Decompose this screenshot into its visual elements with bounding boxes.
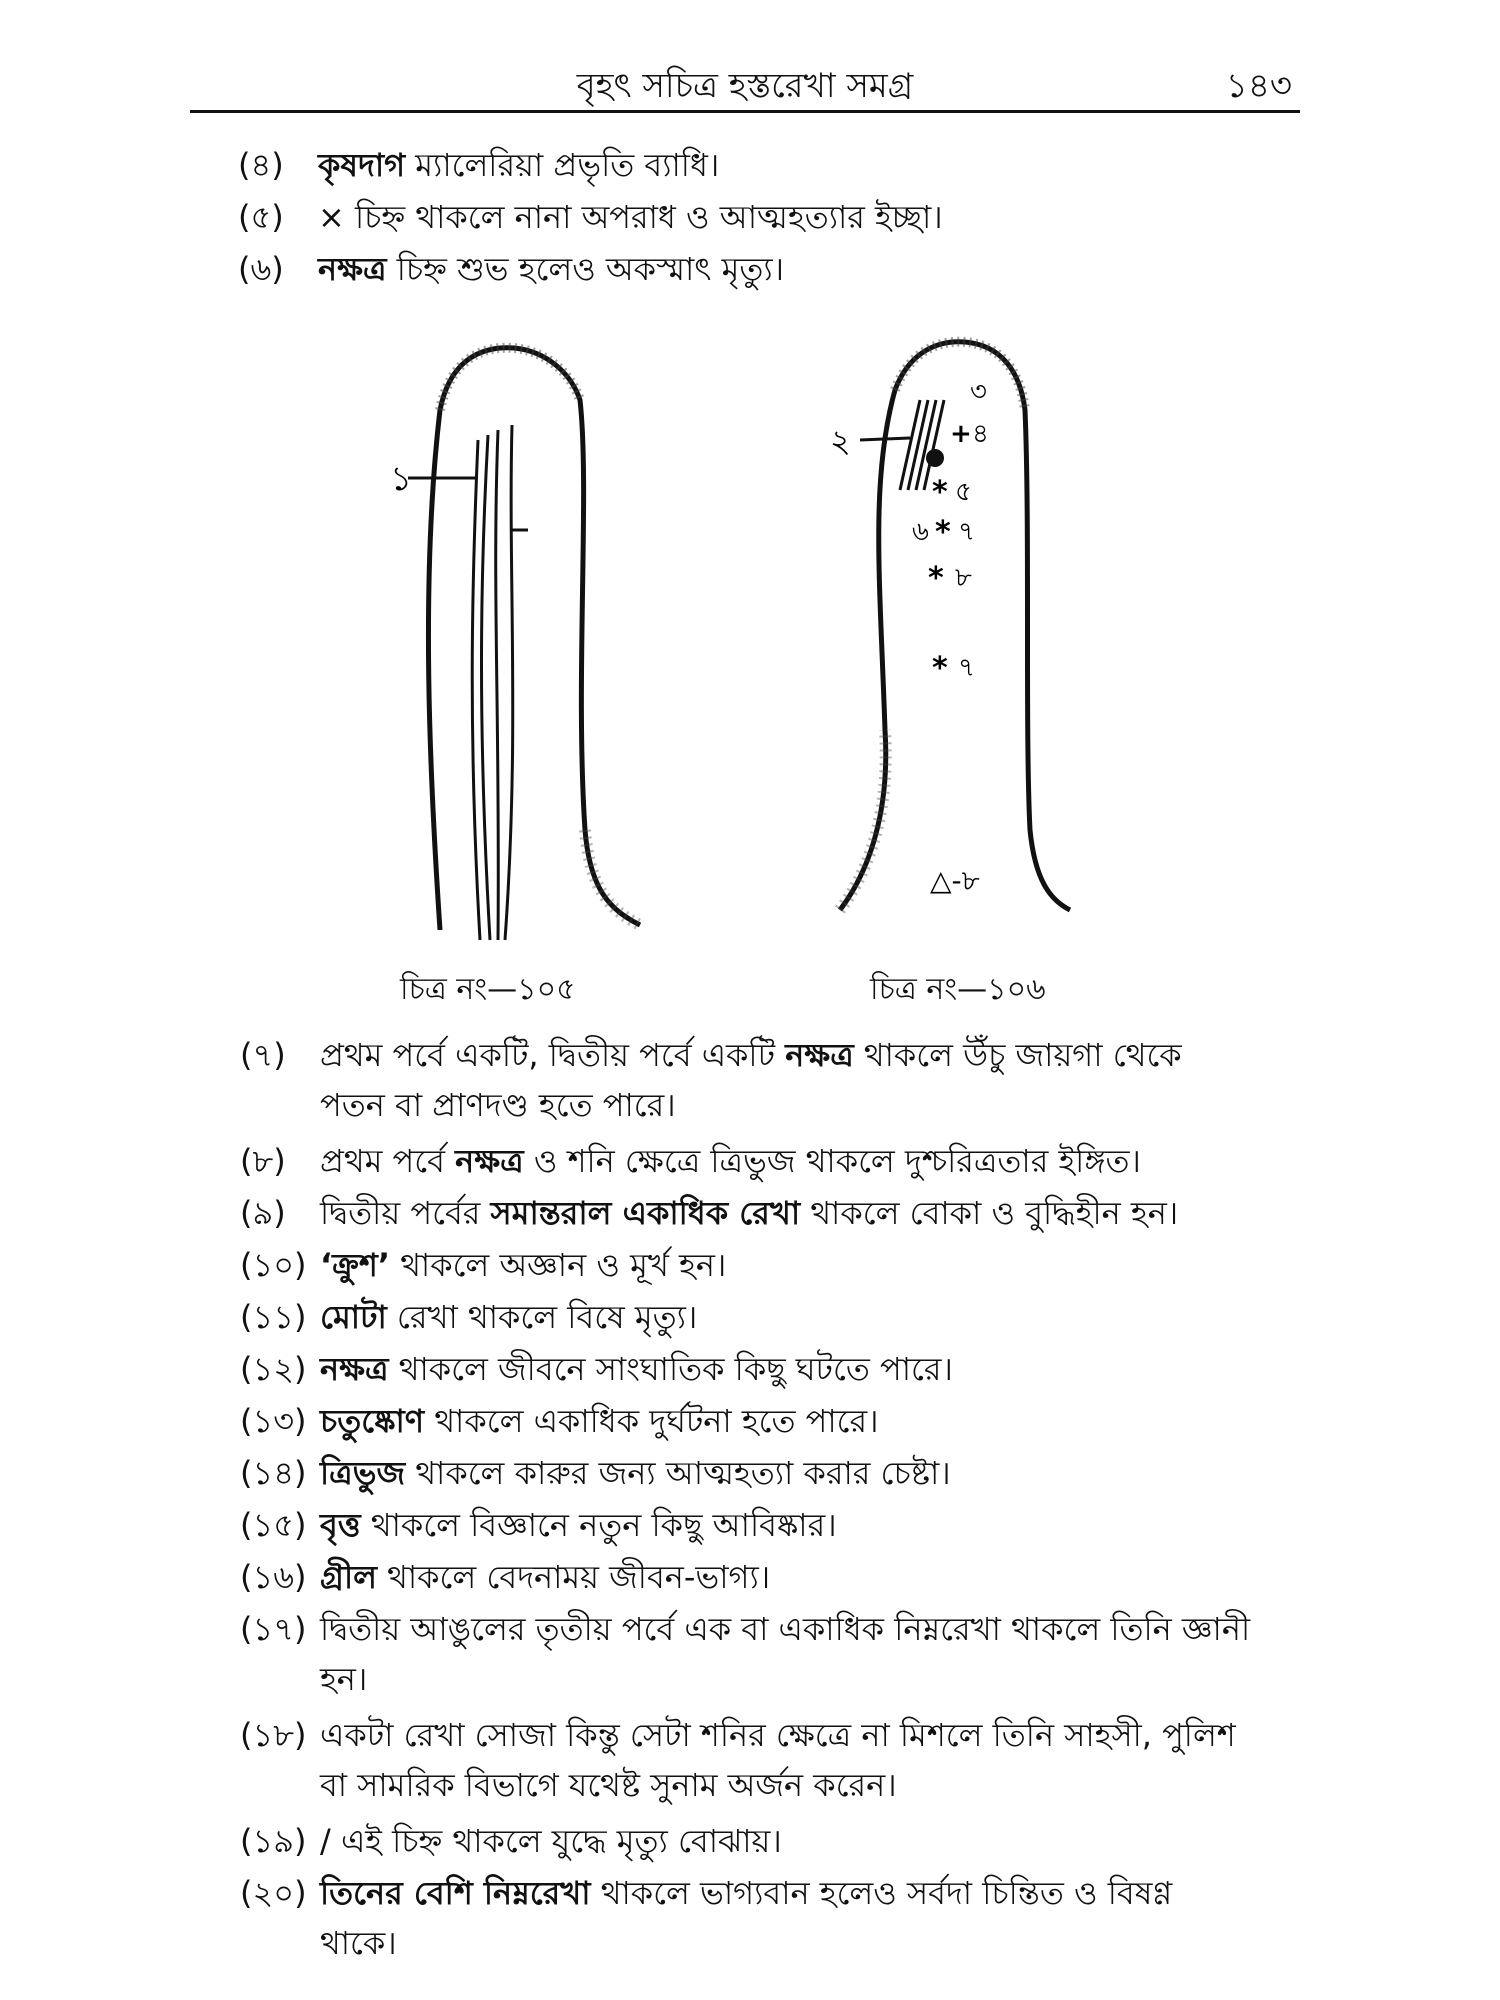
item-text: রেখা থাকলে বিষে মৃত্যু। <box>386 1298 698 1336</box>
list-item <box>240 1240 726 1290</box>
item-number: (৯) <box>240 1194 286 1232</box>
item-number: (১৯) <box>240 1822 307 1860</box>
item-number: (১৪) <box>240 1454 307 1492</box>
list-item <box>240 1030 1182 1130</box>
figure-label: ১ <box>390 459 413 499</box>
item-number: (৪) <box>238 146 284 184</box>
item-keyword: নক্ষত্র <box>785 1036 854 1074</box>
item-text: পতন বা প্রাণদণ্ড হতে পারে। <box>320 1086 676 1124</box>
list-item <box>238 244 784 294</box>
item-keyword: সমান্তরাল একাধিক রেখা <box>490 1194 801 1232</box>
dot-mark <box>926 449 944 467</box>
mark-label: ৮ <box>955 563 972 593</box>
star-mark: * <box>928 561 944 596</box>
item-text: হন। <box>320 1660 368 1698</box>
figure-label: ২ <box>830 422 851 460</box>
finger-shading <box>895 342 1025 410</box>
item-keyword: নক্ষত্র <box>318 250 387 288</box>
mark-label: ৬ <box>912 517 929 547</box>
item-number: (৭) <box>240 1036 286 1074</box>
item-text: থাকলে অজ্ঞান ও মূর্খ হন। <box>390 1246 727 1284</box>
finger-figure-106 <box>820 330 1120 950</box>
list-item <box>240 1344 953 1394</box>
item-number: (১০) <box>240 1246 307 1284</box>
item-keyword: মোটা <box>320 1298 387 1336</box>
item-text: থাকলে বিজ্ঞানে নতুন কিছু আবিষ্কার। <box>360 1506 837 1544</box>
item-text: থাকলে বোকা ও বুদ্ধিহীন হন। <box>800 1194 1179 1232</box>
item-text: ম্যালেরিয়া প্রভৃতি ব্যাধি। <box>405 146 720 184</box>
mark-label: ৭ <box>958 653 975 683</box>
list-item <box>240 1816 782 1866</box>
item-number: (৮) <box>240 1142 286 1180</box>
figure-caption-106: চিত্র নং—১০৬ <box>870 972 1046 1007</box>
item-number: (৫) <box>238 198 284 236</box>
mark-label: ৪ <box>972 419 989 449</box>
item-text: থাকলে কারুর জন্য আত্মহত্যা করার চেষ্টা। <box>405 1454 951 1492</box>
finger-figure-105 <box>380 330 660 950</box>
mark-label: + <box>950 419 972 449</box>
mark-label: ৩ <box>970 377 987 407</box>
page-header <box>190 52 1300 113</box>
list-item <box>240 1136 1141 1186</box>
item-text: থাকলে বেদনাময় জীবন-ভাগ্য। <box>376 1558 771 1596</box>
page-number: ১৪৩ <box>1225 66 1292 106</box>
finger-shading-base <box>840 730 886 910</box>
list-item <box>238 140 719 190</box>
item-keyword: ‘ক্রুশ’ <box>320 1246 391 1284</box>
item-keyword: কৃষদাগ <box>318 146 406 184</box>
mark-label: ৭ <box>958 517 975 547</box>
list-item <box>240 1552 770 1602</box>
item-number: (১৬) <box>240 1558 307 1596</box>
item-number: (২০) <box>240 1874 307 1912</box>
item-text: থাকলে উঁচু জায়গা থেকে <box>853 1036 1182 1074</box>
item-number: (১৭) <box>240 1610 307 1648</box>
finger-line <box>505 425 513 940</box>
item-text: চিহ্ন শুভ হলেও অকস্মাৎ মৃত্যু। <box>386 250 785 288</box>
item-keyword: তিনের বেশি নিম্নরেখা <box>320 1874 591 1912</box>
item-keyword: বৃত্ত <box>320 1506 361 1544</box>
item-keyword: নক্ষত্র <box>455 1142 524 1180</box>
item-keyword: গ্রীল <box>320 1558 377 1596</box>
item-text: বা সামরিক বিভাগে যথেষ্ট সুনাম অর্জন করেন। <box>320 1766 897 1804</box>
item-number: (১১) <box>240 1298 307 1336</box>
mark-label: ৫ <box>955 477 972 507</box>
list-item <box>240 1500 837 1550</box>
finger-line <box>496 430 499 940</box>
triangle-mark: △-৮ <box>930 864 980 897</box>
list-item <box>240 1868 1172 1968</box>
item-text: প্রথম পর্বে একটি, দ্বিতীয় পর্বে একটি <box>320 1036 786 1074</box>
item-keyword: নক্ষত্র <box>320 1350 389 1388</box>
item-number: (১৮) <box>240 1716 307 1754</box>
item-text: দ্বিতীয় পর্বের <box>320 1194 491 1232</box>
item-text: × চিহ্ন থাকলে নানা অপরাধ ও আত্মহত্যার ইচ্ছা। <box>318 198 943 236</box>
item-text: ও শনি ক্ষেত্রে ত্রিভুজ থাকলে দুশ্চরিত্রতার ইঙ্গিত। <box>523 1142 1141 1180</box>
list-item <box>240 1188 1178 1238</box>
star-mark: * <box>932 475 948 510</box>
item-number: (১৫) <box>240 1506 307 1544</box>
item-text: প্রথম পর্বে <box>320 1142 456 1180</box>
item-text: / এই চিহ্ন থাকলে যুদ্ধে মৃত্যু বোঝায়। <box>320 1822 782 1860</box>
finger-line <box>472 440 480 940</box>
item-keyword: চতুষ্কোণ <box>320 1402 425 1440</box>
book-title: বৃহৎ সচিত্র হস্তরেখা সমগ্র <box>576 66 914 106</box>
list-item <box>238 192 943 242</box>
item-number: (৬) <box>238 250 284 288</box>
item-text: দ্বিতীয় আঙুলের তৃতীয় পর্বে এক বা একাধিক নিম্নরেখা থাকলে তিনি জ্ঞানী <box>320 1610 1251 1648</box>
item-text: একটা রেখা সোজা কিন্তু সেটা শনির ক্ষেত্রে না মিশলে তিনি সাহসী, পুলিশ <box>320 1716 1236 1754</box>
finger-outline <box>428 348 640 930</box>
item-keyword: ত্রিভুজ <box>320 1454 406 1492</box>
list-item <box>240 1292 697 1342</box>
finger-shading <box>440 348 580 410</box>
item-number: (১২) <box>240 1350 307 1388</box>
item-text: থাকে। <box>320 1924 397 1962</box>
figure-caption-105: চিত্র নং—১০৫ <box>400 972 576 1007</box>
item-text: থাকলে ভাগ্যবান হলেও সর্বদা চিন্তিত ও বিষণ্ণ <box>590 1874 1173 1912</box>
label-pointer <box>860 438 910 440</box>
item-number: (১৩) <box>240 1402 307 1440</box>
list-item <box>240 1448 951 1498</box>
list-item <box>240 1604 1250 1704</box>
item-text: থাকলে জীবনে সাংঘাতিক কিছু ঘটতে পারে। <box>388 1350 953 1388</box>
item-text: থাকলে একাধিক দুর্ঘটনা হতে পারে। <box>424 1402 879 1440</box>
finger-line <box>482 435 491 940</box>
star-mark: * <box>935 515 951 550</box>
list-item <box>240 1396 879 1446</box>
list-item <box>240 1710 1236 1810</box>
star-mark: * <box>932 651 948 686</box>
